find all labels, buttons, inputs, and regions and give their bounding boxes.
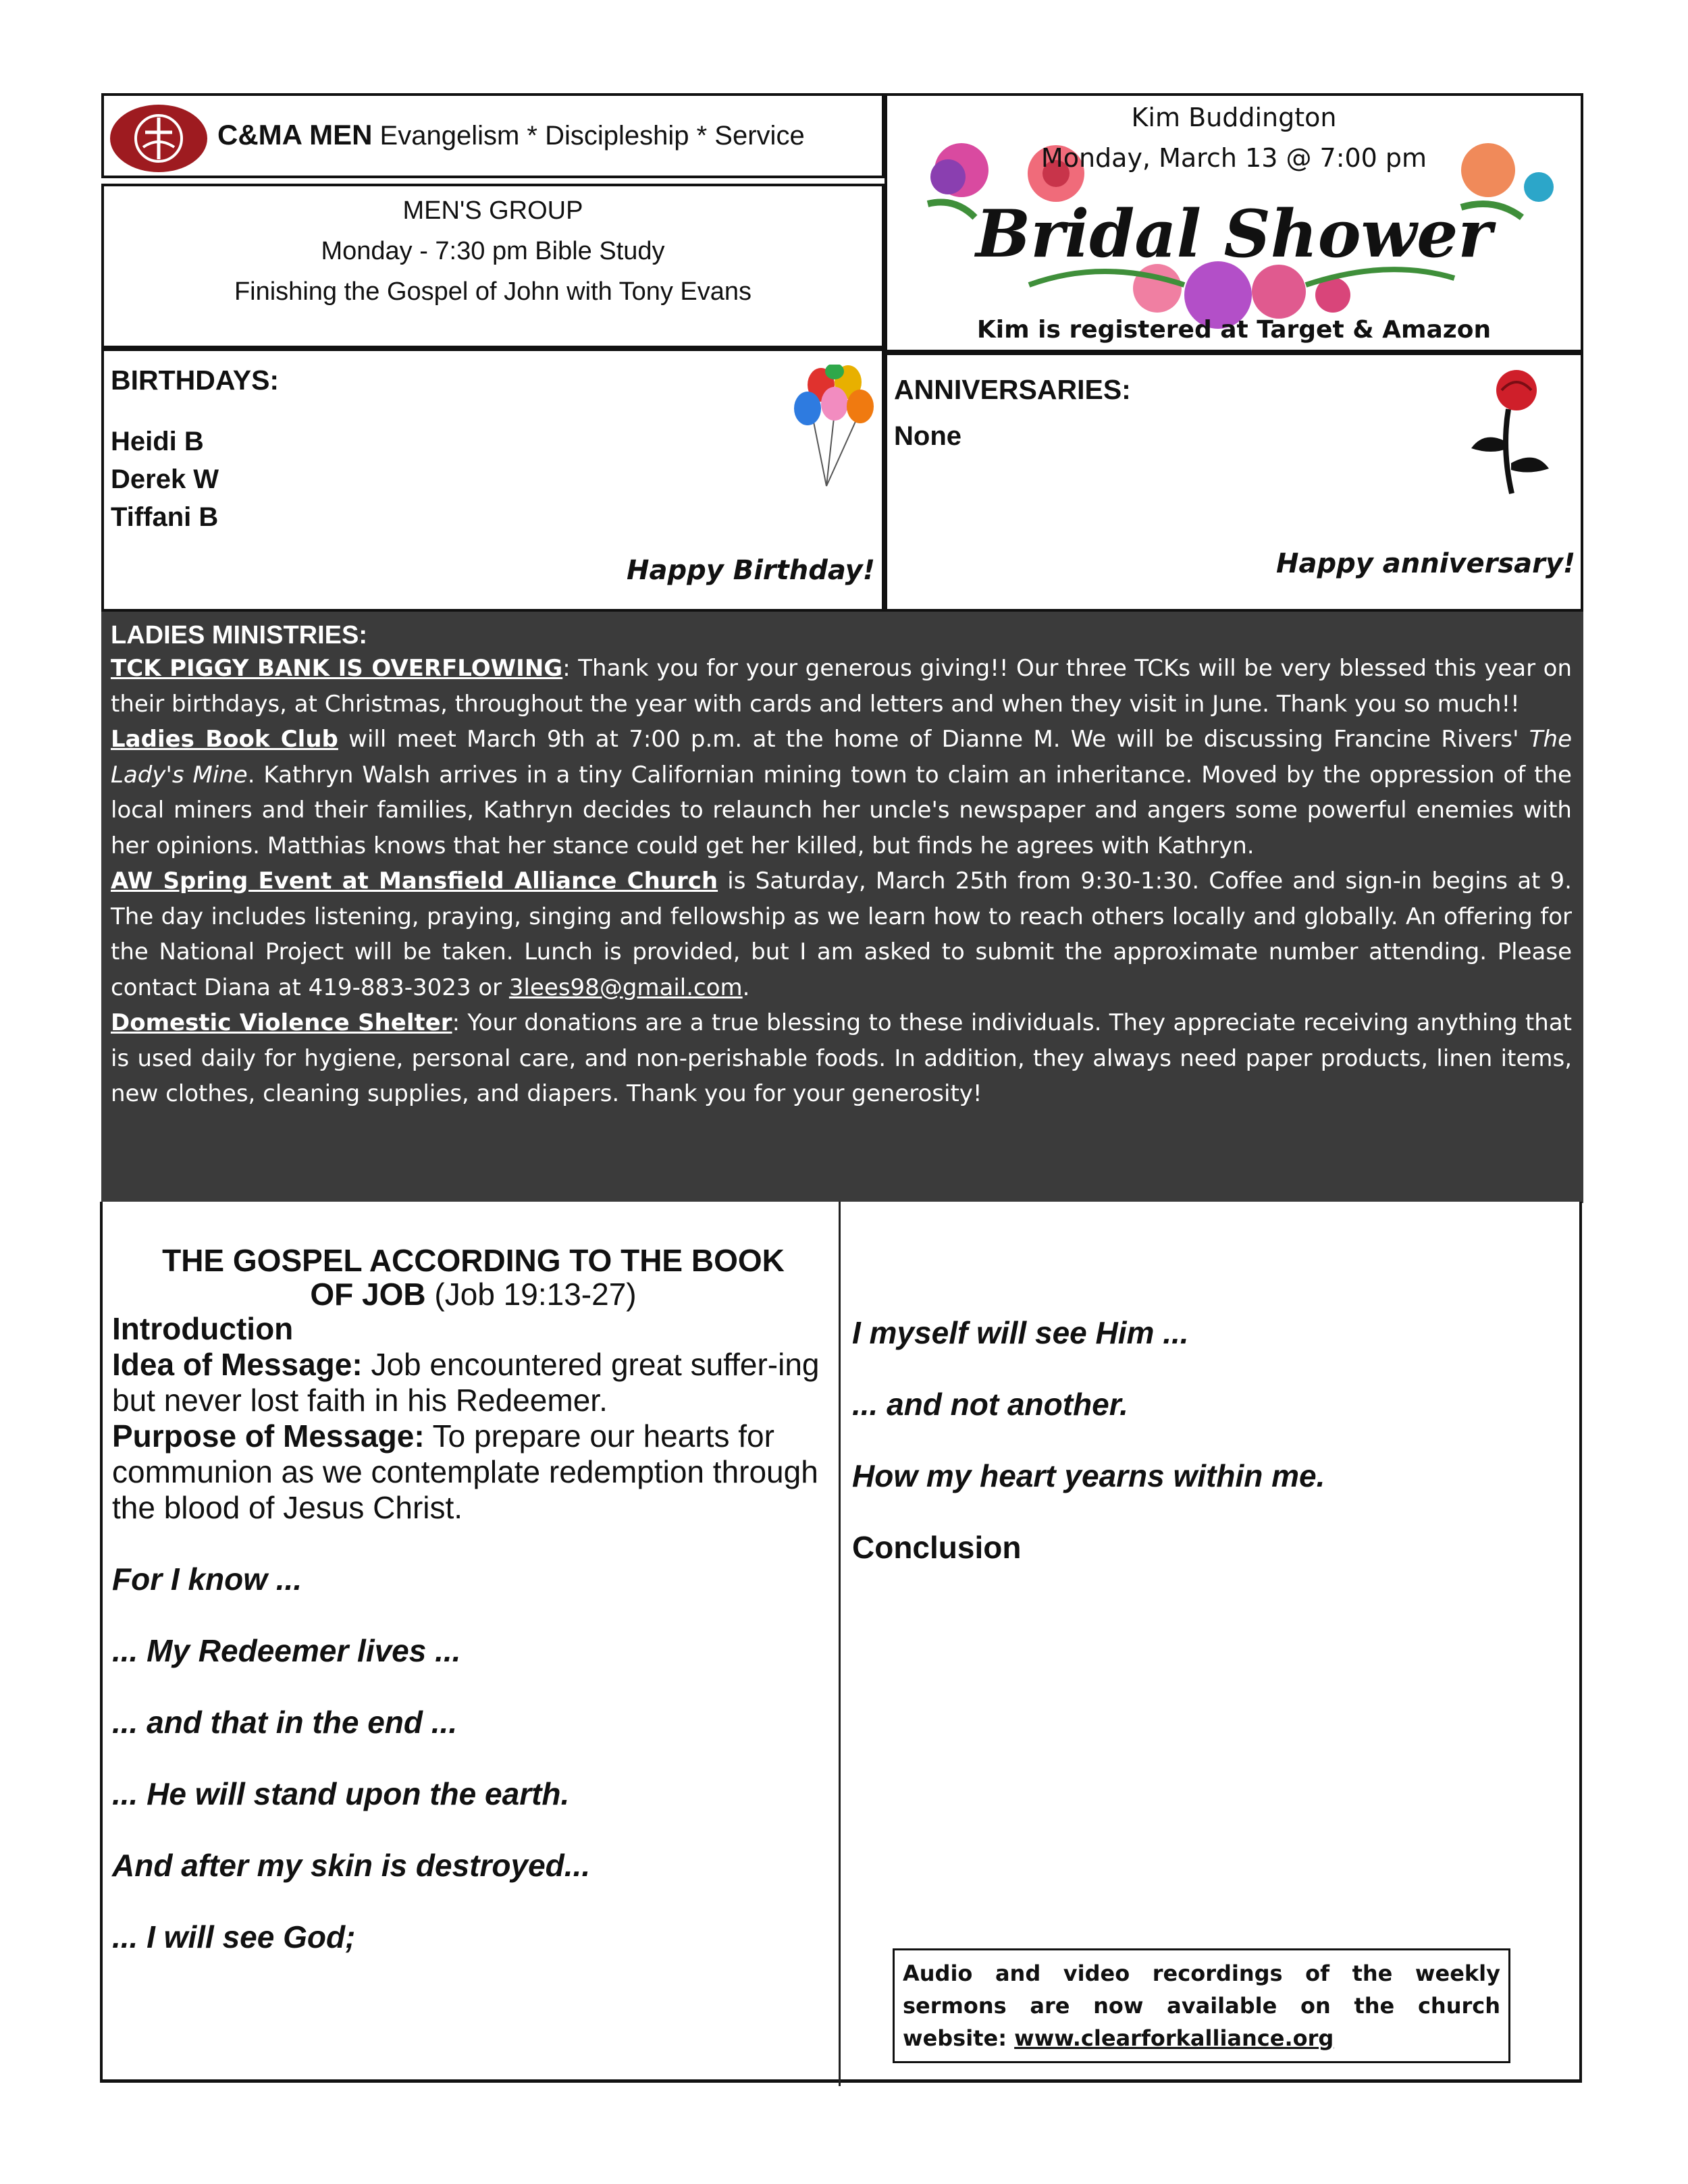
sermon-point: I myself will see Him ... bbox=[852, 1315, 1189, 1350]
book-title: The Lady's Mine bbox=[111, 726, 1573, 789]
list-item: Derek W bbox=[111, 464, 219, 494]
sermon-point: ... and that in the end ... bbox=[112, 1705, 458, 1740]
website-link[interactable]: www.clearforkalliance.org bbox=[1014, 2025, 1334, 2051]
anniversary-greeting: Happy anniversary! bbox=[1276, 548, 1576, 579]
tck-title: TCK PIGGY BANK IS OVERFLOWING bbox=[111, 655, 563, 682]
purpose-text: To prepare our hearts for communion as we contemplate redemption through the blood of Jesus Christ. bbox=[112, 1418, 818, 1525]
bridal-shower-box bbox=[885, 93, 1583, 352]
sermon-point: And after my skin is destroyed... bbox=[112, 1848, 591, 1883]
rose-icon bbox=[1461, 369, 1556, 497]
mens-group-line2: Finishing the Gospel of John with Tony Evans bbox=[234, 277, 752, 306]
ladies-body bbox=[111, 651, 1572, 1112]
aw-event-end: . bbox=[742, 974, 750, 1001]
birthday-names bbox=[111, 423, 219, 536]
mens-group-box bbox=[101, 184, 885, 348]
sermon-point: ... My Redeemer lives ... bbox=[112, 1633, 461, 1668]
tck-text: : Thank you for your generous giving!! Our three TCKs will be very blessed this year on their birthdays, at Christmas, throughout the year with cards and letters and when they visit in June. Thank you so much!! bbox=[111, 655, 1572, 718]
men-header bbox=[101, 93, 885, 178]
tck-paragraph bbox=[111, 651, 1572, 722]
sermon-point: ... and not another. bbox=[852, 1387, 1128, 1422]
email-link[interactable]: 3lees98@gmail.com bbox=[508, 974, 743, 1001]
cma-logo-icon bbox=[108, 103, 209, 174]
sermon-reference: (Job 19:13-27) bbox=[425, 1277, 637, 1312]
anniversaries-value: None bbox=[894, 421, 961, 451]
shelter-title: Domestic Violence Shelter bbox=[111, 1009, 452, 1036]
conclusion-heading: Conclusion bbox=[852, 1530, 1022, 1565]
list-item: Tiffani B bbox=[111, 502, 219, 532]
ladies-ministries-box bbox=[101, 612, 1583, 1203]
birthdays-caption: BIRTHDAYS: bbox=[111, 365, 280, 396]
men-title bbox=[217, 119, 805, 151]
intro-heading: Introduction bbox=[112, 1311, 294, 1346]
audio-notice-text: Audio and video recordings of the weekly sermons are now available on the church website: bbox=[903, 1961, 1500, 2051]
sermon-point: How my heart yearns within me. bbox=[852, 1458, 1325, 1493]
idea-text: Job encountered great suffer-ing but never lost faith in his Redeemer. bbox=[112, 1347, 820, 1418]
bridal-name: Kim Buddington bbox=[1131, 103, 1337, 132]
mens-group-line1: Monday - 7:30 pm Bible Study bbox=[321, 237, 665, 265]
mens-group-heading: MEN'S GROUP bbox=[402, 196, 583, 225]
sermon-title bbox=[112, 1244, 835, 1311]
idea-label: Idea of Message: bbox=[112, 1347, 363, 1382]
ladies-heading: LADIES MINISTRIES: bbox=[111, 621, 368, 649]
anniversaries-box bbox=[885, 352, 1583, 612]
aw-event-paragraph bbox=[111, 863, 1572, 1005]
sermon-left-column bbox=[112, 1244, 835, 1955]
column-divider bbox=[839, 1202, 841, 2086]
sermon-notes-box bbox=[100, 1202, 1582, 2083]
aw-event-title: AW Spring Event at Mansfield Alliance Church bbox=[111, 868, 718, 895]
book-club-text1: will meet March 9th at 7:00 p.m. at the home of Dianne M. We will be discussing Francine Rivers' bbox=[338, 726, 1529, 753]
bridal-registry: Kim is registered at Target & Amazon bbox=[976, 316, 1492, 344]
list-item: Heidi B bbox=[111, 427, 204, 456]
sermon-point: For I know ... bbox=[112, 1562, 302, 1597]
men-title-tagline: Evangelism * Discipleship * Service bbox=[379, 121, 805, 151]
sermon-title-line2: OF JOB bbox=[310, 1277, 426, 1312]
men-title-bold: C&MA MEN bbox=[217, 119, 373, 151]
book-club-paragraph bbox=[111, 722, 1572, 863]
sermon-point: ... He will stand upon the earth. bbox=[112, 1776, 570, 1811]
audio-notice-box bbox=[893, 1948, 1510, 2063]
sermon-point: ... I will see God; bbox=[112, 1919, 356, 1954]
anniversaries-caption: ANNIVERSARIES: bbox=[894, 374, 1131, 405]
birthday-greeting: Happy Birthday! bbox=[627, 555, 875, 586]
birthdays-box bbox=[101, 348, 885, 612]
sermon-intro bbox=[112, 1311, 835, 1526]
bridal-shower-title: Bridal Shower bbox=[976, 196, 1492, 272]
purpose-label: Purpose of Message: bbox=[112, 1418, 425, 1454]
book-club-title: Ladies Book Club bbox=[111, 726, 338, 753]
book-club-text2: . Kathryn Walsh arrives in a tiny Californian mining town to claim an inheritance. Moved by the oppression of the local miners and their families, Kathryn decides to relaunch her uncle's newspaper and angers some powerful enemies with her opinions. Matthias knows that her stance could get her killed, but finds he agrees with Kathryn. bbox=[111, 761, 1572, 859]
bridal-date: Monday, March 13 @ 7:00 pm bbox=[1040, 143, 1427, 173]
sermon-title-line1: THE GOSPEL ACCORDING TO THE BOOK bbox=[162, 1243, 785, 1278]
sermon-right-column bbox=[852, 1315, 1568, 1566]
aw-event-text: is Saturday, March 25th from 9:30-1:30. Coffee and sign-in begins at 9. The day includes listening, praying, singing and fellowship as we learn how to reach others locally and globally. An offering for the National Project will be taken. Lunch is provided, but I am asked to submit the approximate number attending. Please contact Diana at 419-883-3023 or bbox=[111, 868, 1572, 1001]
balloons-icon bbox=[793, 365, 877, 500]
shelter-text: : Your donations are a true blessing to these individuals. They appreciate receiving anything that is used daily for hygiene, personal care, and non-perishable foods. In addition, they always need paper products, linen items, new clothes, cleaning supplies, and diapers. Thank you for your generosity! bbox=[111, 1009, 1572, 1107]
shelter-paragraph bbox=[111, 1005, 1572, 1112]
